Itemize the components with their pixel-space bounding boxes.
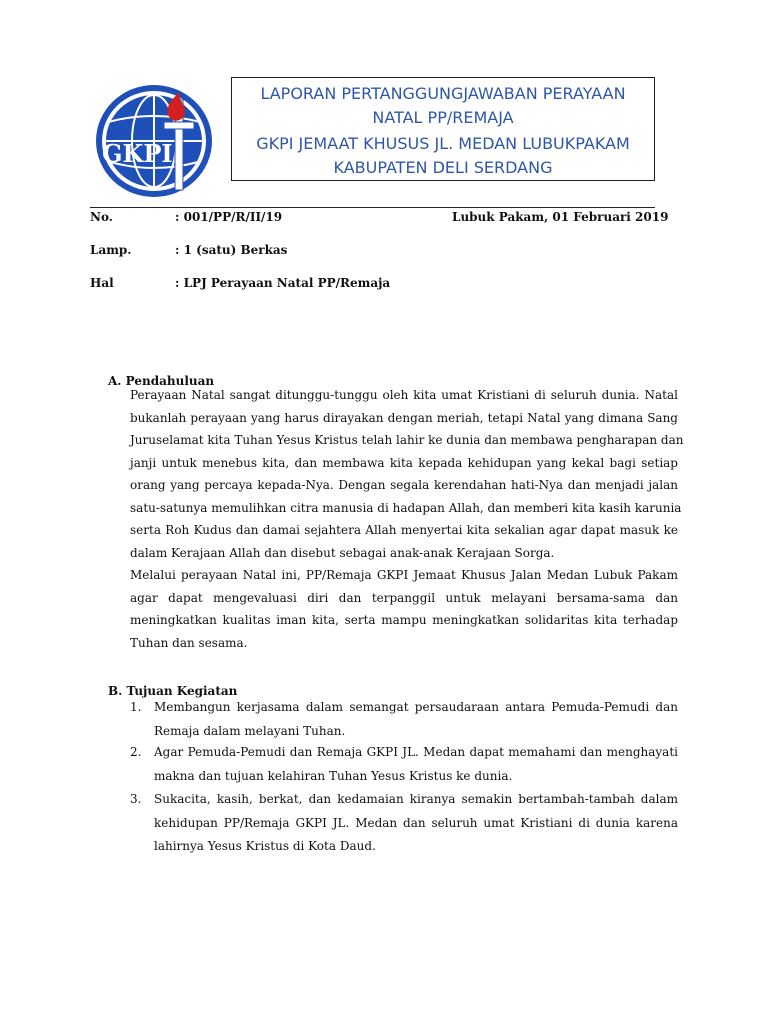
text-line: bukanlah perayaan yang harus dirayakan dengan meriah, tetapi Natal yang dimana Sang [130,410,678,425]
text-line: Sukacita, kasih, berkat, dan kedamaian kiranya semakin bertambah-tambah dalam [154,792,678,806]
section-a-paragraph-2 [130,568,678,658]
list-item-number: 3. [130,792,142,806]
section-b-heading: B. Tujuan Kegiatan [108,684,238,698]
report-title-line-2: NATAL PP/REMAJA [372,108,514,127]
text-line: Agar Pemuda-Pemudi dan Remaja GKPI JL. Medan dapat memahami dan menghayati [154,745,678,759]
text-line: Membangun kerjasama dalam semangat persaudaraan antara Pemuda-Pemudi dan [154,700,678,714]
place-date: Lubuk Pakam, 01 Februari 2019 [452,210,669,224]
list-item-number: 2. [130,745,142,759]
text-line: Tuhan dan sesama. [130,635,248,650]
header-divider [90,207,655,208]
lamp-label: Lamp. [90,243,132,257]
text-line: Perayaan Natal sangat ditunggu-tunggu oleh kita umat Kristiani di seluruh dunia. Natal [130,388,678,402]
lamp-value: : 1 (satu) Berkas [175,243,288,257]
list-item-number: 1. [130,700,142,714]
text-line: makna dan tujuan kelahiran Tuhan Yesus Kristus ke dunia. [154,768,513,783]
report-title-line-4: KABUPATEN DELI SERDANG [333,158,553,177]
report-title-line-1: LAPORAN PERTANGGUNGJAWABAN PERAYAAN [260,84,626,103]
globe-cross-logo-icon [92,82,220,200]
text-line: orang yang percaya kepada-Nya. Dengan segala kerendahan hati-Nya dan menjadi jalan [130,478,678,492]
text-line: agar dapat mengevaluasi diri dan terpanggil untuk melayani bersama-sama dan [130,590,678,605]
text-line: Melalui perayaan Natal ini, PP/Remaja GKPI Jemaat Khusus Jalan Medan Lubuk Pakam [130,568,678,582]
section-a-paragraph-1 [130,388,684,568]
hal-value: : LPJ Perayaan Natal PP/Remaja [175,276,391,290]
text-line: lahirnya Yesus Kristus di Kota Daud. [154,839,376,853]
gkpi-logo [92,82,220,200]
hal-label: Hal [90,276,114,290]
logo-text: GKPI [102,139,173,168]
text-line: satu-satunya memulihkan citra manusia di hadapan Allah, dan memberi kita kasih karunia [130,500,682,515]
text-line: Juruselamat kita Tuhan Yesus Kristus telah lahir ke dunia dan membawa pengharapan dan [130,433,684,447]
text-line: janji untuk menebus kita, dan membawa kita kepada kehidupan yang kekal bagi setiap [130,455,678,470]
report-title-box [231,77,655,181]
report-title-line-3: GKPI JEMAAT KHUSUS JL. MEDAN LUBUKPAKAM [256,134,630,153]
text-line: dalam Kerajaan Allah dan disebut sebagai anak-anak Kerajaan Sorga. [130,545,555,560]
text-line: serta Roh Kudus dan damai sejahtera Allah menyertai kita sekalian agar dapat masuk ke [130,523,678,537]
text-line: meningkatkan kualitas iman kita, serta mampu meningkatkan solidaritas kita terhadap [130,613,678,627]
no-value: : 001/PP/R/II/19 [175,210,283,224]
text-line: Remaja dalam melayani Tuhan. [154,723,346,738]
no-label: No. [90,210,113,224]
text-line: kehidupan PP/Remaja GKPI JL. Medan dan seluruh umat Kristiani di dunia karena [154,815,678,830]
section-a-heading: A. Pendahuluan [108,374,215,388]
